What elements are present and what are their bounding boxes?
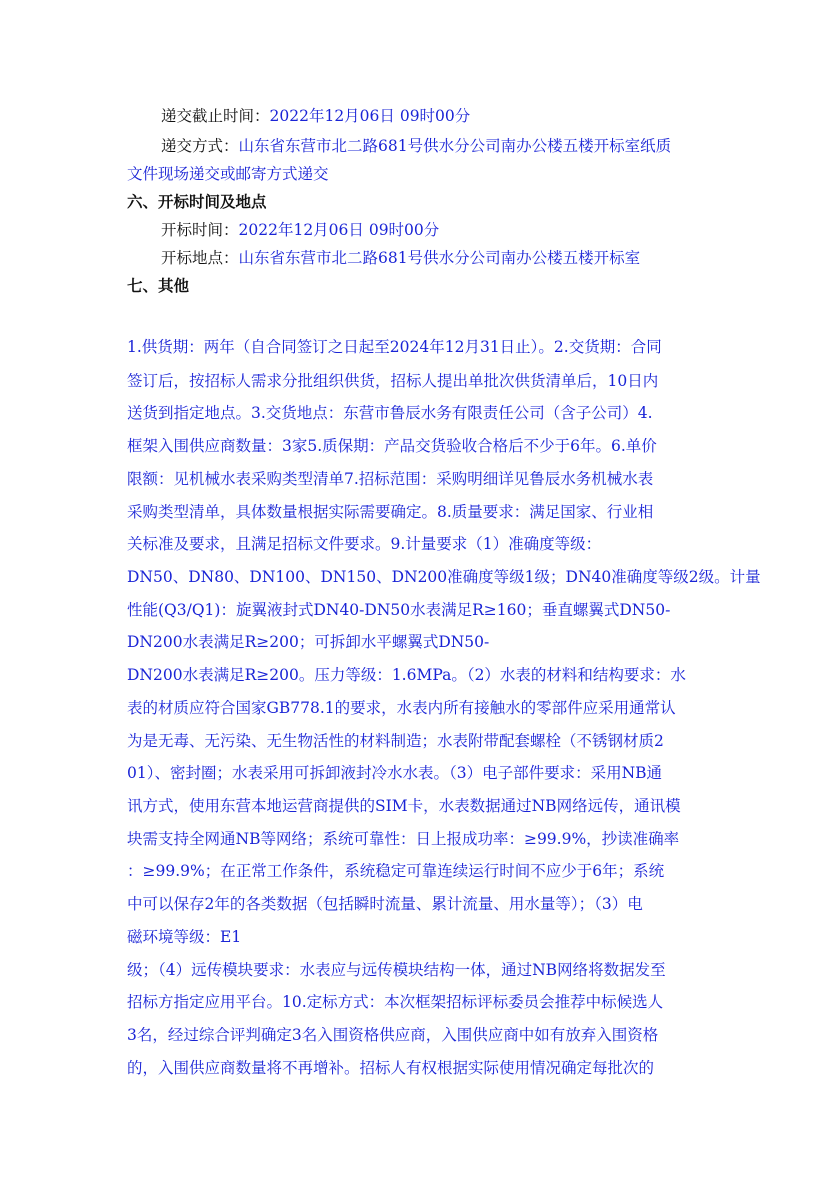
- bid-opening-place-row: [161, 248, 640, 268]
- body-line: 为是无毒、无污染、无生物活性的材料制造；水表附带配套螺栓（不锈钢材质2: [127, 732, 664, 750]
- body-line: DN200水表满足R≥200；可拆卸水平螺翼式DN50-: [127, 633, 490, 651]
- body-line: DN50、DN80、DN100、DN150、DN200准确度等级1级；DN40准确度等级2级。计量: [127, 568, 761, 586]
- body-line: 关标准及要求，且满足招标文件要求。9.计量要求（1）准确度等级：: [127, 535, 602, 553]
- body-line: 级；（4）远传模块要求：水表应与远传模块结构一体，通过NB网络将数据发至: [127, 961, 666, 979]
- bid-opening-place-label: 开标地点：: [161, 249, 239, 267]
- submission-method-row: [161, 136, 671, 156]
- body-line: 限额：见机械水表采购类型清单7.招标范围：采购明细详见鲁辰水务机械水表: [127, 470, 654, 488]
- section6-heading: 六、开标时间及地点: [127, 193, 267, 211]
- body-line: 表的材质应符合国家GB778.1的要求，水表内所有接触水的零部件应采用通常认: [127, 699, 676, 717]
- body-line: 磁环境等级：E1: [127, 928, 242, 946]
- body-line: 块需支持全网通NB等网络；系统可靠性：日上报成功率：≥99.9%，抄读准确率: [127, 830, 680, 848]
- body-line: 中可以保存2年的各类数据（包括瞬时流量、累计流量、用水量等）；（3）电: [127, 895, 643, 913]
- body-line: 送货到指定地点。3.交货地点：东营市鲁辰水务有限责任公司（含子公司）4.: [127, 404, 653, 422]
- bid-opening-time-label: 开标时间：: [161, 221, 239, 239]
- submission-method-value-cont: 文件现场递交或邮寄方式递交: [127, 165, 329, 183]
- deadline-label: 递交截止时间：: [161, 107, 270, 125]
- bid-opening-time-value: 2022年12月06日 09时00分: [238, 221, 440, 239]
- body-line: 1.供货期：两年（自合同签订之日起至2024年12月31日止）。2.交货期：合同: [127, 338, 662, 356]
- submission-method-label: 递交方式：: [161, 137, 239, 155]
- submission-method-value: 山东省东营市北二路681号供水分公司南办公楼五楼开标室纸质: [238, 137, 672, 155]
- deadline-value: 2022年12月06日 09时00分: [269, 107, 471, 125]
- bid-opening-time-row: [161, 220, 439, 240]
- body-line: 签订后，按招标人需求分批组织供货，招标人提出单批次供货清单后，10日内: [127, 372, 659, 390]
- section7-heading: 七、其他: [127, 277, 190, 295]
- body-line: 性能(Q3/Q1)：旋翼液封式DN40-DN50水表满足R≥160；垂直螺翼式DN50-: [127, 601, 671, 619]
- body-line: DN200水表满足R≥200。压力等级：1.6MPa。（2）水表的材料和结构要求：水: [127, 666, 686, 684]
- body-line: 框架入围供应商数量：3家5.质保期：产品交货验收合格后不少于6年。6.单价: [127, 437, 657, 455]
- body-line: 3名，经过综合评判确定3名入围资格供应商，入围供应商中如有放弃入围资格: [127, 1026, 659, 1044]
- body-line: 讯方式，使用东营本地运营商提供的SIM卡，水表数据通过NB网络远传，通讯模: [127, 797, 681, 815]
- body-line: ：≥99.9%；在正常工作条件，系统稳定可靠连续运行时间不应少于6年；系统: [127, 862, 665, 880]
- body-line: 招标方指定应用平台。10.定标方式：本次框架招标评标委员会推荐中标候选人: [127, 993, 664, 1011]
- body-line: 的，入围供应商数量将不再增补。招标人有权根据实际使用情况确定每批次的: [127, 1059, 655, 1077]
- body-line: 采购类型清单，具体数量根据实际需要确定。8.质量要求：满足国家、行业相: [127, 503, 654, 521]
- body-line: 01）、密封圈；水表采用可拆卸液封冷水水表。（3）电子部件要求：采用NB通: [127, 764, 663, 782]
- bid-opening-place-value: 山东省东营市北二路681号供水分公司南办公楼五楼开标室: [238, 249, 641, 267]
- deadline-row: [161, 106, 470, 126]
